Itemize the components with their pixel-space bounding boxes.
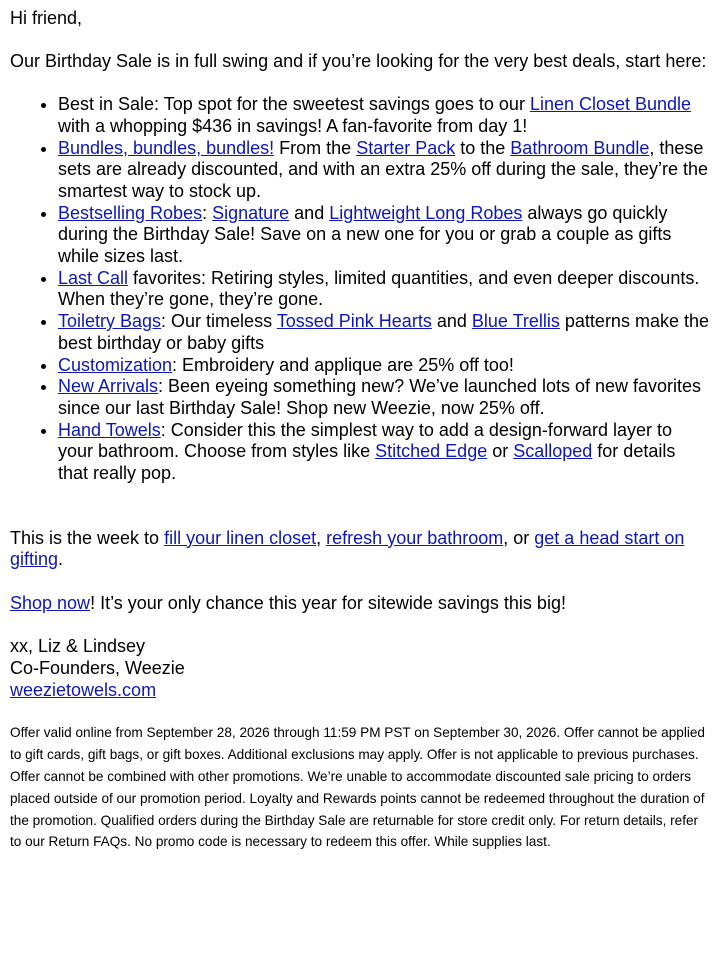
list-item-hand-towels — [58, 420, 710, 485]
list-item-robes — [58, 203, 710, 268]
list-item-customization — [58, 355, 710, 377]
list-item-best-in-sale — [58, 94, 710, 137]
towels-text-2: or — [487, 441, 514, 462]
robes-text-1: : — [202, 202, 213, 223]
shop-paragraph — [10, 593, 710, 615]
best-prefix-text: Best in Sale: Top spot for the sweetest savings goes to our — [58, 94, 530, 115]
scalloped-link[interactable]: Scalloped — [513, 441, 593, 462]
stitched-edge-link[interactable]: Stitched Edge — [375, 441, 488, 462]
robes-text-3: always go quickly during the Birthday Sale! Save on a new one for you or grab a couple as gifts while sizes last. — [58, 202, 672, 267]
week-sep-1: , — [316, 527, 327, 548]
towels-text-1: : Consider this the simplest way to add a design-forward layer to your bathroom. Choose from styles like — [58, 419, 672, 462]
greeting: Hi friend, — [10, 8, 83, 28]
week-suffix-text: . — [58, 549, 64, 570]
customization-link[interactable]: Customization — [58, 354, 173, 375]
list-item-bundles — [58, 138, 710, 203]
blue-trellis-link[interactable]: Blue Trellis — [471, 311, 560, 332]
lightweight-long-robes-link[interactable]: Lightweight Long Robes — [329, 202, 523, 223]
fine-print: Offer valid online from September 28, 2026 through 11:59 PM PST on September 30, 2026. Offer cannot be applied to gift cards, gift bags, or gift boxes. Additional exclusions may apply. Offer is not applicable to previous purchases. Offer cannot be combined with other promotions. We’re unable to accommodate discounted sale pricing to orders placed outside of our promotion period. Loyalty and Rewards points cannot be redeemed throughout the duration of the promotion. Qualified orders during the Birthday Sale are returnable for store credit only. For return details, refer to our Return FAQs. No promo code is necessary to redeem this offer. While supplies last. — [10, 725, 705, 850]
starter-pack-link[interactable]: Starter Pack — [356, 137, 456, 158]
robes-text-2: and — [289, 202, 330, 223]
bestselling-robes-link[interactable]: Bestselling Robes — [58, 202, 203, 223]
signature-block — [10, 636, 710, 701]
bundles-text-2: to the — [455, 137, 511, 158]
signature-line-2: Co-Founders, Weezie — [10, 657, 185, 678]
tossed-pink-hearts-link[interactable]: Tossed Pink Hearts — [276, 311, 432, 332]
list-item-last-call — [58, 268, 710, 311]
bundles-link[interactable]: Bundles, bundles, bundles! — [58, 137, 275, 158]
fill-linen-closet-link[interactable]: fill your linen closet — [164, 527, 317, 548]
new-arrivals-link[interactable]: New Arrivals — [58, 376, 159, 397]
head-start-gifting-link[interactable]: get a head start on gifting — [10, 527, 685, 570]
shop-now-link[interactable]: Shop now — [10, 592, 91, 613]
toiletry-bags-link[interactable]: Toiletry Bags — [58, 311, 162, 332]
best-suffix-text: with a whopping $436 in savings! A fan-favorite from day 1! — [58, 115, 528, 136]
signature-line-1: xx, Liz & Lindsey — [10, 636, 146, 657]
list-item-toiletry-bags — [58, 311, 710, 354]
linen-closet-bundle-link[interactable]: Linen Closet Bundle — [529, 94, 692, 115]
last-call-text: favorites: Retiring styles, limited quantities, and even deeper discounts. When they’re gone, they’re gone. — [58, 267, 700, 310]
hand-towels-link[interactable]: Hand Towels — [58, 419, 161, 440]
week-prefix-text: This is the week to — [10, 527, 165, 548]
week-sep-2: , or — [503, 527, 535, 548]
bundles-text-1: From the — [274, 137, 357, 158]
new-arrivals-text: : Been eyeing something new? We’ve launched lots of new favorites since our last Birthday Sale! Shop new Weezie, now 25% off. — [58, 376, 702, 418]
toiletry-text-1: : Our timeless — [161, 311, 277, 332]
deals-list — [10, 94, 710, 485]
customization-text: : Embroidery and applique are 25% off too! — [172, 354, 514, 375]
bathroom-bundle-link[interactable]: Bathroom Bundle — [510, 137, 650, 158]
website-link[interactable]: weezietowels.com — [10, 679, 157, 700]
bundles-text-3: , these sets are already discounted, and with an extra 25% off during the sale, they’re the smartest way to stock up. — [58, 137, 709, 201]
toiletry-text-2: and — [431, 311, 472, 332]
intro-paragraph: Our Birthday Sale is in full swing and if you’re looking for the very best deals, start here: — [10, 51, 707, 72]
list-item-new-arrivals — [58, 376, 710, 419]
week-paragraph — [10, 528, 710, 571]
shop-text: ! It’s your only chance this year for sitewide savings this big! — [90, 592, 566, 613]
last-call-link[interactable]: Last Call — [58, 267, 129, 288]
refresh-bathroom-link[interactable]: refresh your bathroom — [326, 527, 504, 548]
signature-robe-link[interactable]: Signature — [212, 202, 290, 223]
toiletry-text-3: patterns make the best birthday or baby gifts — [58, 311, 709, 353]
towels-text-3: for details that really pop. — [58, 441, 676, 484]
